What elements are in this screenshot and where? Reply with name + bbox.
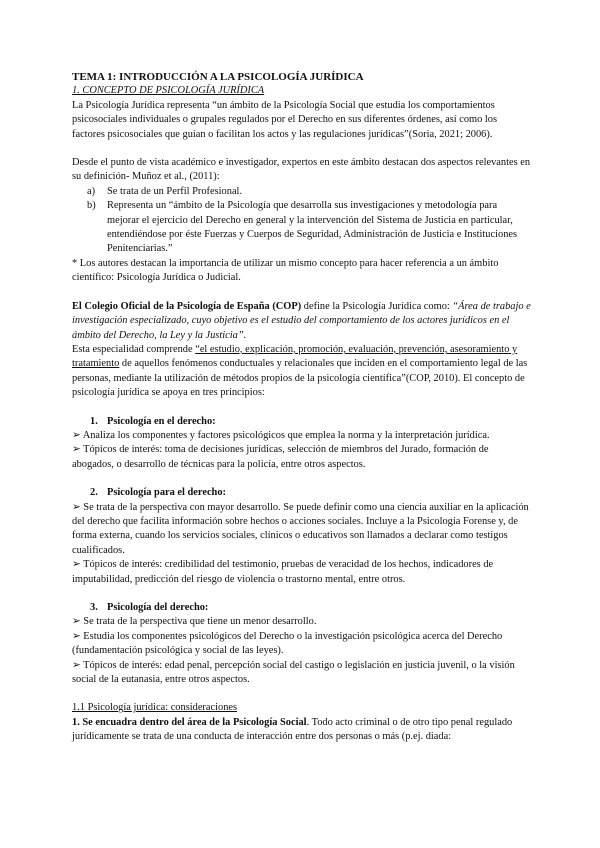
principle-title: Psicología para el derecho:	[107, 487, 226, 499]
definition-list	[72, 185, 532, 257]
principle-heading	[72, 601, 532, 615]
consideration-text: . Todo acto criminal o de otro tipo penal regulado jurídicamente se trata de una conducta de interacción entre dos personas o más (p.ej. diada:	[72, 716, 513, 743]
principle-bullet: ➢ Tópicos de interés: credibilidad del testimonio, pruebas de veracidad de los hechos, indicadores de imputabilidad, predicción del riesgo de violencia o trastorno mental, entre otros.	[72, 559, 494, 585]
authors-note: * Los autores destacan la importancia de utilizar un mismo concepto para hacer referencia a un ámbito científico: Psicología Jurídica o Judicial.	[72, 257, 499, 284]
section-heading-concepto: 1. CONCEPTO DE PSICOLOGÍA JURÍDICA	[72, 85, 265, 97]
principle-bullet: ➢ Se trata de la perspectiva con mayor desarrollo. Se puede definir como una ciencia auxiliar en la aplicación del derecho que facilita información sobre hechos o acciones sociales. Incluye a la Psicología Forense y, de forma externa, cuando los servicios sociales, clínicos o educativos son llamados a declarar como testigos cualificados.	[72, 501, 529, 556]
cop-name: El Colegio Oficial de la Psicología de España (COP)	[72, 300, 302, 312]
principle-bullet: ➢ Se trata de la perspectiva que tiene un menor desarrollo.	[72, 616, 317, 628]
specialty-paragraph	[72, 343, 532, 401]
principle-number: 1.	[90, 415, 98, 427]
document-title: TEMA 1: INTRODUCCIÓN A LA PSICOLOGÍA JURÍDICA	[72, 71, 364, 83]
principle-heading	[72, 415, 532, 429]
consideration-lead: 1. Se encuadra dentro del área de la Psicología Social	[72, 716, 307, 728]
list-marker: b)	[87, 200, 96, 212]
specialty-text-end: de aquellos fenómenos conductuales y relacionales que inciden en el comportamiento legal de las personas, mediante la utilización de métodos propios de la psicología científica”(COP, 2010). El concepto de psicología jurídica se apoya en tres principios:	[72, 358, 528, 399]
section-heading-consideraciones: 1.1 Psicología jurídica: consideraciones	[72, 702, 238, 714]
principle-number: 2.	[90, 487, 98, 499]
specialty-text-start: Esta especialidad comprende	[72, 343, 196, 355]
list-item	[72, 185, 532, 199]
cop-quote: “Área de trabajo e investigación especializado, cuyo objetivo es el estudio del comportamiento de los actores jurídicos en el ámbito del Derecho, la Ley y la Justicia”.	[72, 300, 531, 341]
principle-title: Psicología en el derecho:	[107, 415, 216, 427]
principle-bullet: ➢ Tópicos de interés: edad penal, percepción social del castigo o legislación en justicia juvenil, o la visión social de la eutanasia, entre otros aspectos.	[72, 659, 515, 686]
list-item-text: Se trata de un Perfil Profesional.	[107, 185, 243, 197]
consideration-paragraph	[72, 716, 532, 745]
principle-bullet: ➢ Estudia los componentes psicológicos del Derecho o la investigación psicológica acerca del Derecho (fundamentación psicológica y social de las leyes).	[72, 630, 503, 657]
list-item-text: Representa un “ámbito de la Psicología que desarrolla sus investigaciones y metodología para mejorar el ejercicio del Derecho en general y la intervención del Sistema de Justicia en particular, entendiéndose por éste Fuerzas y Cuerpos de Seguridad, Administración de Justicia e Instituciones Penitenciarias.”	[107, 200, 518, 255]
academic-paragraph: Desde el punto de vista académico e investigador, expertos en este ámbito destacan dos aspectos relevantes en su definición- Muñoz et al., (2011):	[72, 157, 531, 183]
principle-number: 3.	[90, 602, 98, 613]
cop-text: define la Psicología Jurídica como:	[301, 300, 453, 312]
principle-title: Psicología del derecho:	[107, 602, 209, 613]
cop-definition-paragraph	[72, 300, 532, 343]
principle-bullet: ➢ Tópicos de interés: toma de decisiones jurídicas, selección de miembros del Jurado, formación de abogados, o desarrollo de técnicas para la policía, entre otros aspectos.	[72, 444, 489, 470]
list-item	[72, 199, 532, 257]
list-marker: a)	[87, 185, 96, 197]
intro-paragraph: La Psicología Jurídica representa “un ámbito de la Psicología Social que estudia los comportamientos psicosociales individuales o grupales regulados por el Derecho en sus diferentes órdenes, así como los factores psicosociales que guían o facilitan los actos y las regulaciones jurídicas”(Soria, 2021; 2006).	[72, 99, 498, 140]
principle-bullet: ➢ Analiza los componentes y factores psicológicos que emplea la norma y la interpretación jurídica.	[72, 429, 490, 441]
specialty-underlined: “el estudio, explicación, promoción, evaluación, prevención, asesoramiento y tratamiento	[72, 343, 518, 370]
document-page	[72, 70, 532, 745]
principle-heading	[72, 486, 532, 500]
